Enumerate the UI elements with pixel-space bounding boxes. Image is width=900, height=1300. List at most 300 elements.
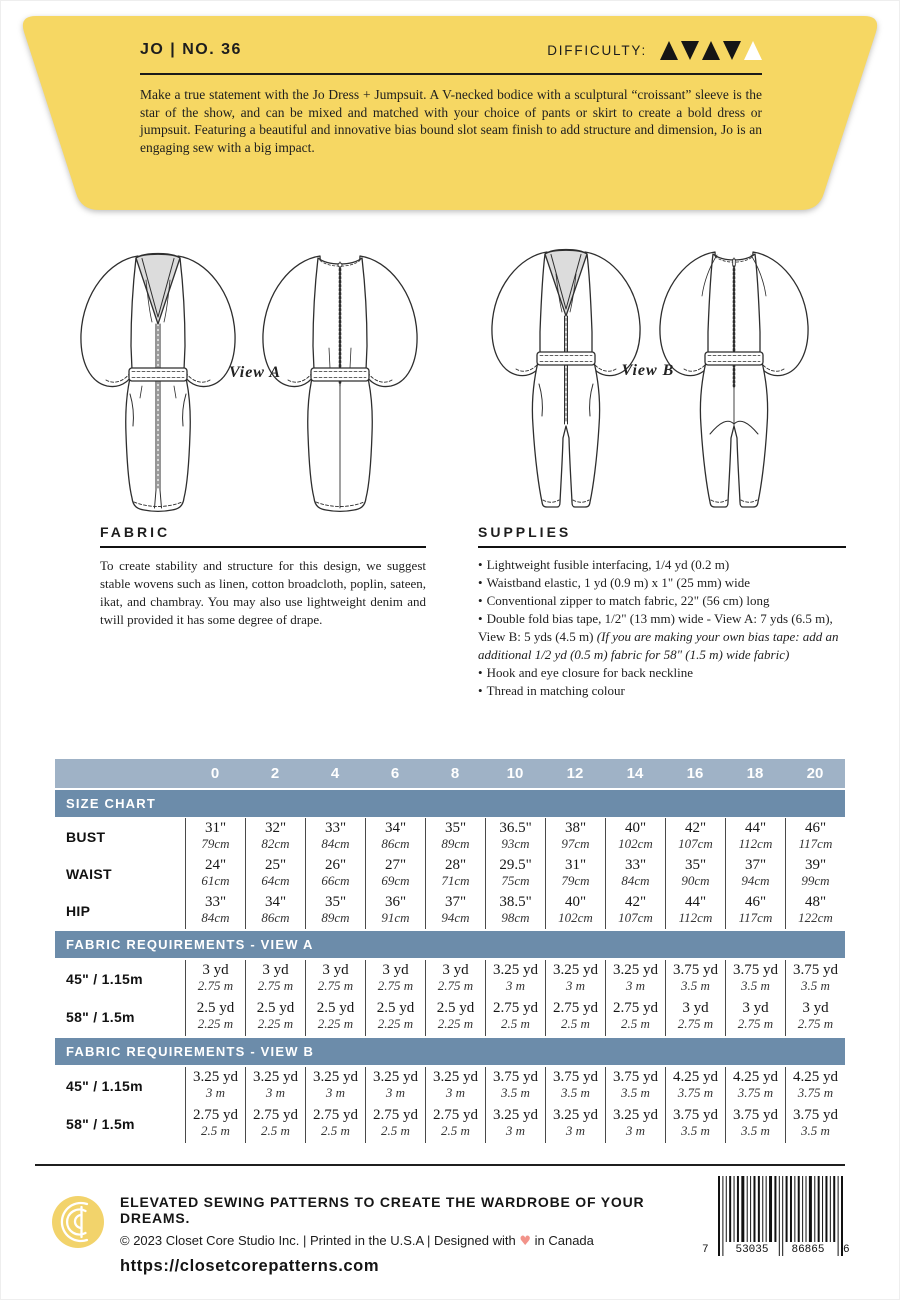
measure-cell [305,1067,365,1105]
value-primary: 2.5 yd [256,1000,295,1016]
value-secondary: 3 m [565,978,586,993]
value-primary: 2.75 yd [313,1107,358,1123]
measure-cell [665,892,725,929]
value-secondary: 93cm [501,836,530,851]
measure-cell [785,960,845,998]
measure-cell [545,1067,605,1105]
measure-cell [365,1067,425,1105]
value-secondary: 2.75 m [677,1016,714,1031]
measure-cell [425,1105,485,1143]
measure-cell [785,1067,845,1105]
value-primary: 3.25 yd [553,1107,598,1123]
size-chart-rows [55,818,845,929]
value-secondary: 89cm [441,836,470,851]
supplies-section [478,524,846,700]
barcode-group-1: 53035 [735,1244,769,1256]
measure-cell [365,1105,425,1143]
measure-cell [545,960,605,998]
supplies-item [478,556,846,574]
value-primary: 3.75 yd [553,1069,598,1085]
value-secondary: 2.5 m [321,1123,350,1138]
size-chart-band: SIZE CHART [55,790,845,817]
measure-cell [245,1067,305,1105]
measure-cell [665,998,725,1036]
header-divider [140,73,762,75]
measure-cell [725,855,785,892]
value-primary: 3.25 yd [493,962,538,978]
value-secondary: 3.75 m [797,1085,834,1100]
measure-cell [725,960,785,998]
value-primary: 44" [744,820,767,836]
value-primary: 3.75 yd [793,962,838,978]
measure-cell [725,1105,785,1143]
difficulty-label: DIFFICULTY: [547,42,647,58]
value-primary: 4.25 yd [733,1069,778,1085]
value-primary: 29.5" [499,857,532,873]
measure-cell [245,960,305,998]
value-primary: 31" [204,820,227,836]
footer-text [120,1194,710,1276]
supplies-item-text: Conventional zipper to match fabric, 22" (56 cm) long [486,593,770,608]
value-primary: 3.25 yd [373,1069,418,1085]
value-secondary: 84cm [201,910,230,925]
value-secondary: 3 m [445,1085,466,1100]
value-primary: 33" [324,820,347,836]
value-secondary: 89cm [321,910,350,925]
size-column-header: 14 [626,765,644,782]
value-secondary: 3 m [505,1123,526,1138]
measure-cell [545,892,605,929]
value-primary: 3.75 yd [493,1069,538,1085]
value-primary: 2.75 yd [373,1107,418,1123]
value-primary: 3.75 yd [733,1107,778,1123]
measure-cell [605,1105,665,1143]
value-secondary: 2.5 m [561,1016,590,1031]
closet-core-logo-icon [52,1196,104,1248]
copyright-line: © 2023 Closet Core Studio Inc. | Printed in the U.S.A | Designed with ♥ in Canada [120,1233,594,1249]
size-column-header: 18 [746,765,764,782]
measure-cell [485,818,545,855]
value-secondary: 2.5 m [261,1123,290,1138]
measure-cell [245,892,305,929]
size-header-band [55,759,845,788]
value-primary: 25" [264,857,287,873]
measure-cell [365,892,425,929]
bullet-glyph: • [478,593,483,608]
measure-cell [485,998,545,1036]
footer-divider [35,1164,845,1166]
value-secondary: 2.5 m [621,1016,650,1031]
measure-cell [665,1105,725,1143]
value-secondary: 84cm [321,836,350,851]
value-primary: 3 yd [382,962,409,978]
value-primary: 26" [324,857,347,873]
value-primary: 34" [264,894,287,910]
value-primary: 38" [564,820,587,836]
row-label: BUST [66,828,106,845]
value-secondary: 82cm [261,836,290,851]
size-column-header: 0 [210,765,220,782]
value-primary: 3 yd [442,962,469,978]
value-primary: 3 yd [802,1000,829,1016]
measure-cell [605,892,665,929]
value-primary: 2.75 yd [493,1000,538,1016]
value-primary: 36" [384,894,407,910]
difficulty-triangle-empty [744,41,762,60]
measure-cell [545,1105,605,1143]
value-secondary: 107cm [618,910,653,925]
fabric-heading: FABRIC [100,524,426,548]
measure-cell [185,892,245,929]
value-secondary: 3 m [325,1085,346,1100]
measure-cell [245,818,305,855]
value-secondary: 84cm [621,873,650,888]
measure-cell [725,1067,785,1105]
value-secondary: 3.75 m [737,1085,774,1100]
value-primary: 2.75 yd [433,1107,478,1123]
value-secondary: 86cm [261,910,290,925]
measure-cell [185,1105,245,1143]
value-primary: 36.5" [499,820,532,836]
value-secondary: 75cm [501,873,530,888]
value-primary: 2.75 yd [193,1107,238,1123]
fabric-body: To create stability and structure for this design, we suggest stable wovens such as linen, cotton broadcloth, poplin, sateen, ikat, and chambray. You may also use lightweight denim and twill provided it has some degree of drape. [100,558,426,627]
value-secondary: 3.5 m [681,978,710,993]
measure-cell [185,1067,245,1105]
size-column-header: 8 [450,765,460,782]
fabric-section [100,524,426,629]
value-secondary: 61cm [201,873,230,888]
measure-cell [605,998,665,1036]
value-secondary: 2.75 m [797,1016,834,1031]
bullet-glyph: • [478,683,483,698]
measure-cell [785,855,845,892]
measure-cell [665,1067,725,1105]
value-primary: 3.25 yd [493,1107,538,1123]
size-column-header: 16 [686,765,704,782]
measure-cell [425,818,485,855]
measure-cell [305,1105,365,1143]
value-primary: 37" [744,857,767,873]
value-primary: 31" [564,857,587,873]
measure-cell [665,960,725,998]
value-secondary: 2.5 m [501,1016,530,1031]
value-secondary: 3.5 m [501,1085,530,1100]
value-primary: 37" [444,894,467,910]
barcode-bars [696,1176,854,1258]
view-b-label: View B [621,362,675,379]
value-secondary: 94cm [741,873,770,888]
value-primary: 3 yd [742,1000,769,1016]
value-primary: 3.75 yd [793,1107,838,1123]
value-secondary: 2.75 m [377,978,414,993]
supplies-item-text: Double fold bias tape, 1/2" (13 mm) wide - View A: 7 yds (6.5 m), View B: 5 yds (4.5 m) [478,611,833,644]
supplies-item [478,610,846,664]
value-secondary: 2.25 m [377,1016,414,1031]
barcode-group-2: 86865 [791,1244,825,1256]
value-primary: 3.25 yd [433,1069,478,1085]
measure-cell [485,1067,545,1105]
barcode-digit-right: 6 [843,1244,850,1256]
value-secondary: 94cm [441,910,470,925]
size-column-header: 2 [270,765,280,782]
value-primary: 46" [744,894,767,910]
measure-cell [185,855,245,892]
value-secondary: 107cm [678,836,713,851]
value-primary: 3 yd [322,962,349,978]
value-primary: 3.25 yd [193,1069,238,1085]
value-primary: 4.25 yd [793,1069,838,1085]
value-primary: 39" [804,857,827,873]
value-secondary: 117cm [798,836,833,851]
measure-cell [185,960,245,998]
measure-cell [365,818,425,855]
supplies-item-text: Lightweight fusible interfacing, 1/4 yd (0.2 m) [486,557,730,572]
measure-cell [245,998,305,1036]
difficulty-meter [660,41,762,60]
value-secondary: 64cm [261,873,290,888]
value-secondary: 86cm [381,836,410,851]
value-secondary: 99cm [801,873,830,888]
value-secondary: 3 m [205,1085,226,1100]
fabric-req-a-rows [55,960,845,1036]
measure-cell [425,1067,485,1105]
value-primary: 46" [804,820,827,836]
row-label: 45" / 1.15m [66,971,143,987]
value-secondary: 112cm [678,910,713,925]
value-secondary: 98cm [501,910,530,925]
value-primary: 3.75 yd [613,1069,658,1085]
measure-cell [485,892,545,929]
measure-cell [185,818,245,855]
row-label: WAIST [66,865,112,882]
difficulty-triangle-filled [702,41,720,60]
value-primary: 48" [804,894,827,910]
fabric-req-a-band: FABRIC REQUIREMENTS - VIEW A [55,931,845,958]
fabric-req-b-band: FABRIC REQUIREMENTS - VIEW B [55,1038,845,1065]
barcode [696,1176,854,1266]
value-secondary: 3.75 m [677,1085,714,1100]
value-primary: 3.75 yd [673,1107,718,1123]
measure-cell [485,1105,545,1143]
measure-cell [245,855,305,892]
value-secondary: 2.75 m [197,978,234,993]
bullet-glyph: • [478,557,483,572]
value-secondary: 66cm [321,873,350,888]
value-secondary: 3 m [385,1085,406,1100]
value-secondary: 2.25 m [197,1016,234,1031]
measure-cell [365,960,425,998]
supplies-item-text: Hook and eye closure for back neckline [486,665,694,680]
value-secondary: 2.25 m [257,1016,294,1031]
value-secondary: 2.5 m [381,1123,410,1138]
bullet-glyph: • [478,665,483,680]
row-label: HIP [66,902,91,919]
value-secondary: 2.75 m [737,1016,774,1031]
value-secondary: 2.75 m [317,978,354,993]
value-secondary: 117cm [738,910,773,925]
measure-cell [305,892,365,929]
value-primary: 35" [324,894,347,910]
supplies-item-text: Waistband elastic, 1 yd (0.9 m) x 1" (25 mm) wide [486,575,751,590]
difficulty-triangle-filled [660,41,678,60]
value-primary: 3.25 yd [253,1069,298,1085]
value-secondary: 3 m [625,1123,646,1138]
supplies-item-note: (If you are making your own bias tape: add an additional 1/2 yd (0.5 m) fabric for 58" (1.5 m) wide fabric) [478,629,839,662]
supplies-heading: SUPPLIES [478,524,846,548]
measure-cell [605,1067,665,1105]
value-primary: 2.5 yd [316,1000,355,1016]
measure-cell [425,892,485,929]
row-label: 58" / 1.5m [66,1116,135,1132]
measure-cell [485,855,545,892]
value-primary: 42" [624,894,647,910]
heart-icon: ♥ [519,1234,531,1249]
value-primary: 3.25 yd [613,962,658,978]
value-primary: 2.75 yd [253,1107,298,1123]
measure-cell [605,960,665,998]
view-a-label: View A [228,364,282,381]
value-primary: 2.5 yd [196,1000,235,1016]
measure-cell [305,960,365,998]
measure-cell [545,818,605,855]
website-url: https://closetcorepatterns.com [120,1257,380,1275]
measure-cell [785,1105,845,1143]
difficulty-triangle-filled [681,41,699,60]
value-primary: 33" [624,857,647,873]
value-secondary: 3.5 m [681,1123,710,1138]
value-secondary: 90cm [681,873,710,888]
value-primary: 2.5 yd [436,1000,475,1016]
measure-cell [545,855,605,892]
value-primary: 35" [444,820,467,836]
value-primary: 24" [204,857,227,873]
fabric-req-b-rows [55,1067,845,1143]
size-column-header: 6 [390,765,400,782]
supplies-item [478,574,846,592]
value-primary: 2.75 yd [553,1000,598,1016]
value-primary: 3.25 yd [553,962,598,978]
value-secondary: 2.75 m [437,978,474,993]
size-column-header: 4 [330,765,340,782]
value-secondary: 71cm [441,873,470,888]
size-column-header: 10 [506,765,524,782]
value-secondary: 2.25 m [317,1016,354,1031]
value-secondary: 2.5 m [201,1123,230,1138]
difficulty-triangle-filled [723,41,741,60]
value-secondary: 102cm [558,910,593,925]
value-primary: 4.25 yd [673,1069,718,1085]
value-secondary: 3.5 m [741,978,770,993]
value-secondary: 3 m [265,1085,286,1100]
row-label: 58" / 1.5m [66,1009,135,1025]
value-primary: 34" [384,820,407,836]
measure-cell [485,960,545,998]
value-primary: 28" [444,857,467,873]
measure-cell [305,855,365,892]
value-secondary: 97cm [561,836,590,851]
supplies-item [478,682,846,700]
value-primary: 44" [684,894,707,910]
measure-cell [785,892,845,929]
measure-cell [605,818,665,855]
measure-cell [725,818,785,855]
supplies-item [478,592,846,610]
measure-cell [245,1105,305,1143]
tagline: ELEVATED SEWING PATTERNS TO CREATE THE WARDROBE OF YOUR DREAMS. [120,1194,645,1226]
measure-cell [305,998,365,1036]
value-primary: 40" [624,820,647,836]
measure-cell [305,818,365,855]
bullet-glyph: • [478,575,483,590]
value-secondary: 91cm [381,910,410,925]
supplies-item-text: Thread in matching colour [486,683,625,698]
value-secondary: 3.5 m [801,978,830,993]
value-primary: 3 yd [202,962,229,978]
value-secondary: 3.5 m [741,1123,770,1138]
pattern-number: JO | NO. 36 [140,41,242,58]
value-secondary: 3 m [505,978,526,993]
measure-cell [665,818,725,855]
size-column-header: 12 [566,765,584,782]
value-secondary: 3.5 m [621,1085,650,1100]
value-secondary: 112cm [738,836,773,851]
value-primary: 27" [384,857,407,873]
measure-cell [365,855,425,892]
value-primary: 3.75 yd [733,962,778,978]
row-label: 45" / 1.15m [66,1078,143,1094]
measure-cell [425,855,485,892]
measure-cell [725,892,785,929]
bullet-glyph: • [478,611,483,626]
value-secondary: 2.5 m [441,1123,470,1138]
value-primary: 3 yd [682,1000,709,1016]
measure-cell [725,998,785,1036]
value-secondary: 102cm [618,836,653,851]
supplies-list [478,556,846,700]
value-secondary: 79cm [201,836,230,851]
value-primary: 2.5 yd [376,1000,415,1016]
value-primary: 42" [684,820,707,836]
measure-cell [185,998,245,1036]
measure-cell [785,998,845,1036]
value-primary: 38.5" [499,894,532,910]
measure-cell [605,855,665,892]
description-text: Make a true statement with the Jo Dress + Jumpsuit. A V-necked bodice with a sculptural “croissant” sleeve is the star of the show, and can be mixed and matched with your choice of pants or skirt to create a bold dress or jumpsuit. Featuring a beautiful and innovative bias bound slot seam finish to add structure and dimension, Jo is an engaging sew with a big impact. [140,87,762,155]
supplies-item [478,664,846,682]
value-primary: 3.25 yd [613,1107,658,1123]
measure-cell [425,960,485,998]
value-secondary: 2.25 m [437,1016,474,1031]
value-primary: 3.25 yd [313,1069,358,1085]
measure-cell [785,818,845,855]
value-primary: 35" [684,857,707,873]
value-primary: 3 yd [262,962,289,978]
value-secondary: 69cm [381,873,410,888]
value-primary: 32" [264,820,287,836]
value-secondary: 3 m [565,1123,586,1138]
flap-content [140,38,762,156]
measure-cell [545,998,605,1036]
value-primary: 40" [564,894,587,910]
value-secondary: 3 m [625,978,646,993]
value-secondary: 79cm [561,873,590,888]
value-primary: 3.75 yd [673,962,718,978]
measure-cell [365,998,425,1036]
measure-cell [665,855,725,892]
barcode-digit-left: 7 [702,1244,709,1256]
value-secondary: 3.5 m [801,1123,830,1138]
